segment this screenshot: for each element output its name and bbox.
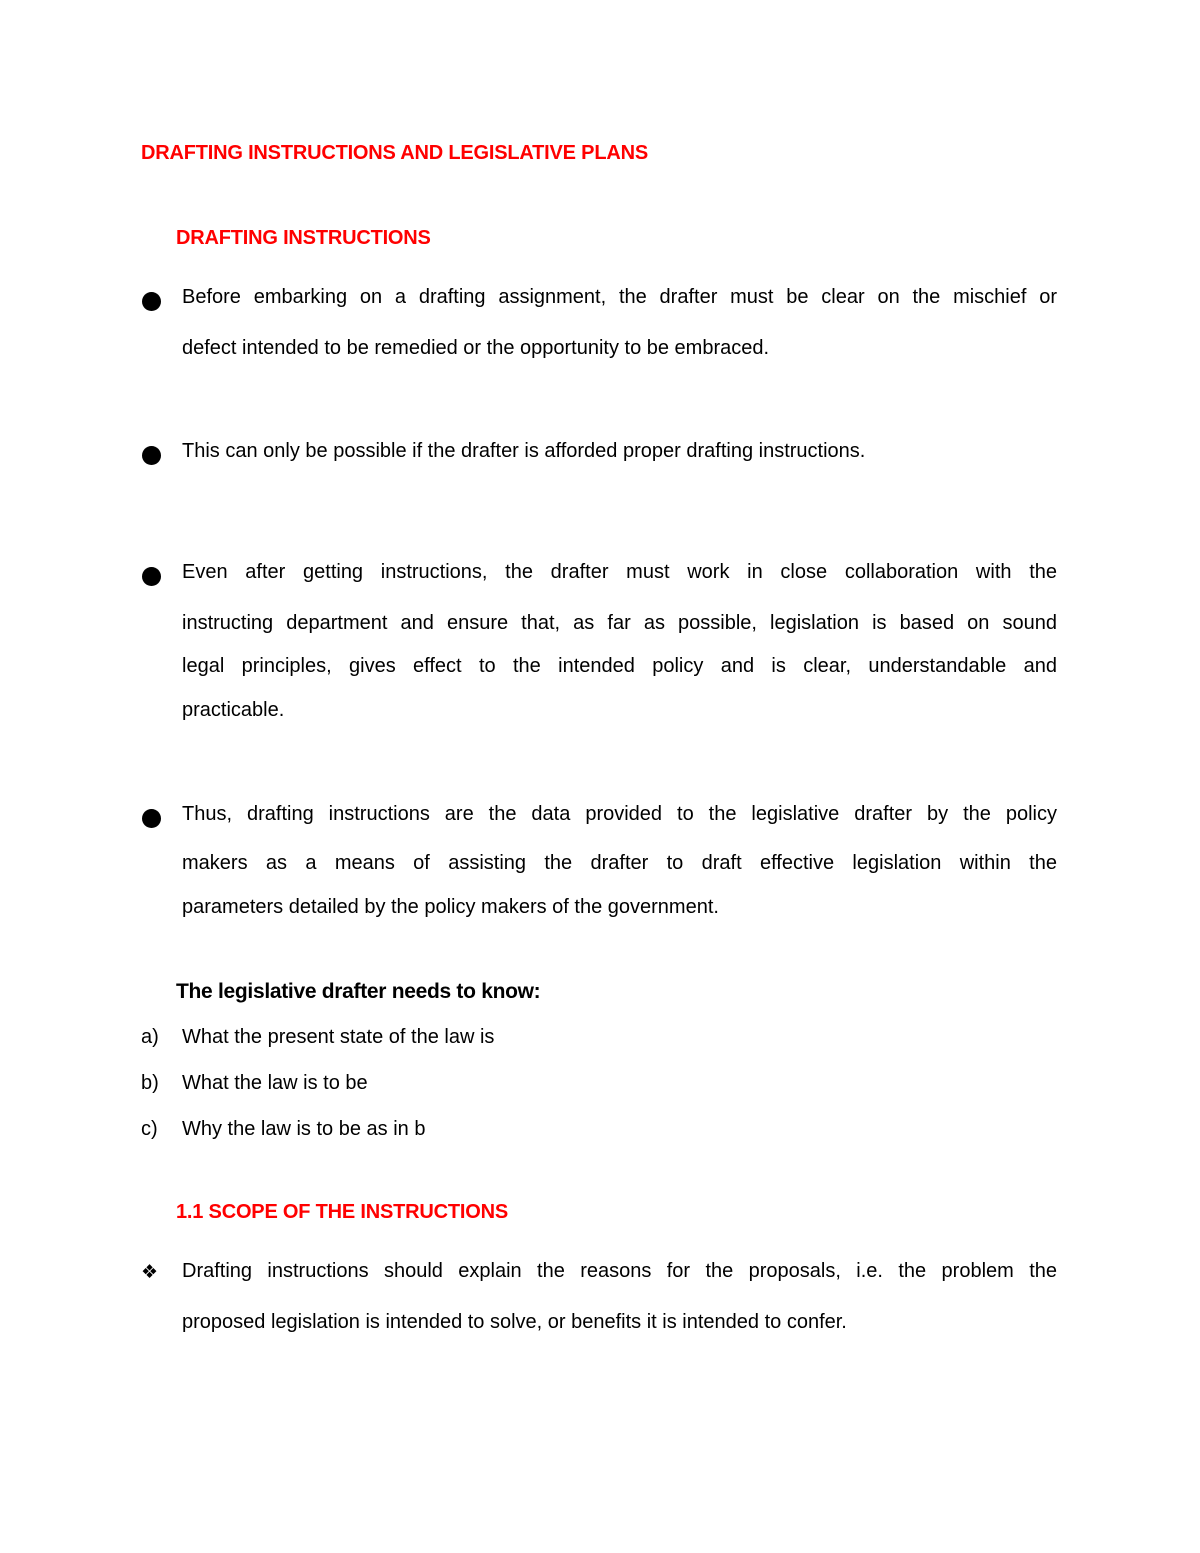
bullet-4-line-3: parameters detailed by the policy makers of the government.	[182, 896, 719, 918]
needs-heading: The legislative drafter needs to know:	[176, 980, 541, 1003]
diamond-bullet-icon: ❖	[141, 1262, 159, 1283]
list-item-text: Why the law is to be as in b	[182, 1118, 426, 1140]
bullet-icon	[142, 446, 161, 465]
bullet-icon	[142, 292, 161, 311]
bullet-2-line-1: This can only be possible if the drafter is afforded proper drafting instructions.	[182, 440, 866, 462]
bullet-3-line-1: Even after getting instructions, the drafter must work in close collaboration with the	[182, 561, 1057, 583]
bullet-3-line-3: legal principles, gives effect to the intended policy and is clear, understandable and	[182, 655, 1057, 677]
list-item-label: c)	[141, 1118, 158, 1140]
bullet-4-line-1: Thus, drafting instructions are the data provided to the legislative drafter by the policy	[182, 803, 1057, 825]
list-item-label: b)	[141, 1072, 159, 1094]
bullet-icon	[142, 567, 161, 586]
list-item-label: a)	[141, 1026, 159, 1048]
bullet-4-line-2: makers as a means of assisting the drafter to draft effective legislation within the	[182, 852, 1057, 874]
bullet-3-line-2: instructing department and ensure that, as far as possible, legislation is based on sound	[182, 612, 1057, 634]
bullet-1-line-1: Before embarking on a drafting assignment, the drafter must be clear on the mischief or	[182, 286, 1057, 308]
list-item-text: What the law is to be	[182, 1072, 368, 1094]
scope-bullet-line-2: proposed legislation is intended to solve, or benefits it is intended to confer.	[182, 1311, 847, 1333]
document-title: DRAFTING INSTRUCTIONS AND LEGISLATIVE PLANS	[141, 142, 648, 164]
scope-bullet-line-1: Drafting instructions should explain the reasons for the proposals, i.e. the problem the	[182, 1260, 1057, 1282]
list-item-text: What the present state of the law is	[182, 1026, 495, 1048]
bullet-1-line-2: defect intended to be remedied or the opportunity to be embraced.	[182, 337, 770, 359]
bullet-icon	[142, 809, 161, 828]
bullet-3-line-4: practicable.	[182, 699, 285, 721]
section-heading-scope: 1.1 SCOPE OF THE INSTRUCTIONS	[176, 1201, 509, 1223]
section-heading-drafting-instructions: DRAFTING INSTRUCTIONS	[176, 227, 431, 249]
